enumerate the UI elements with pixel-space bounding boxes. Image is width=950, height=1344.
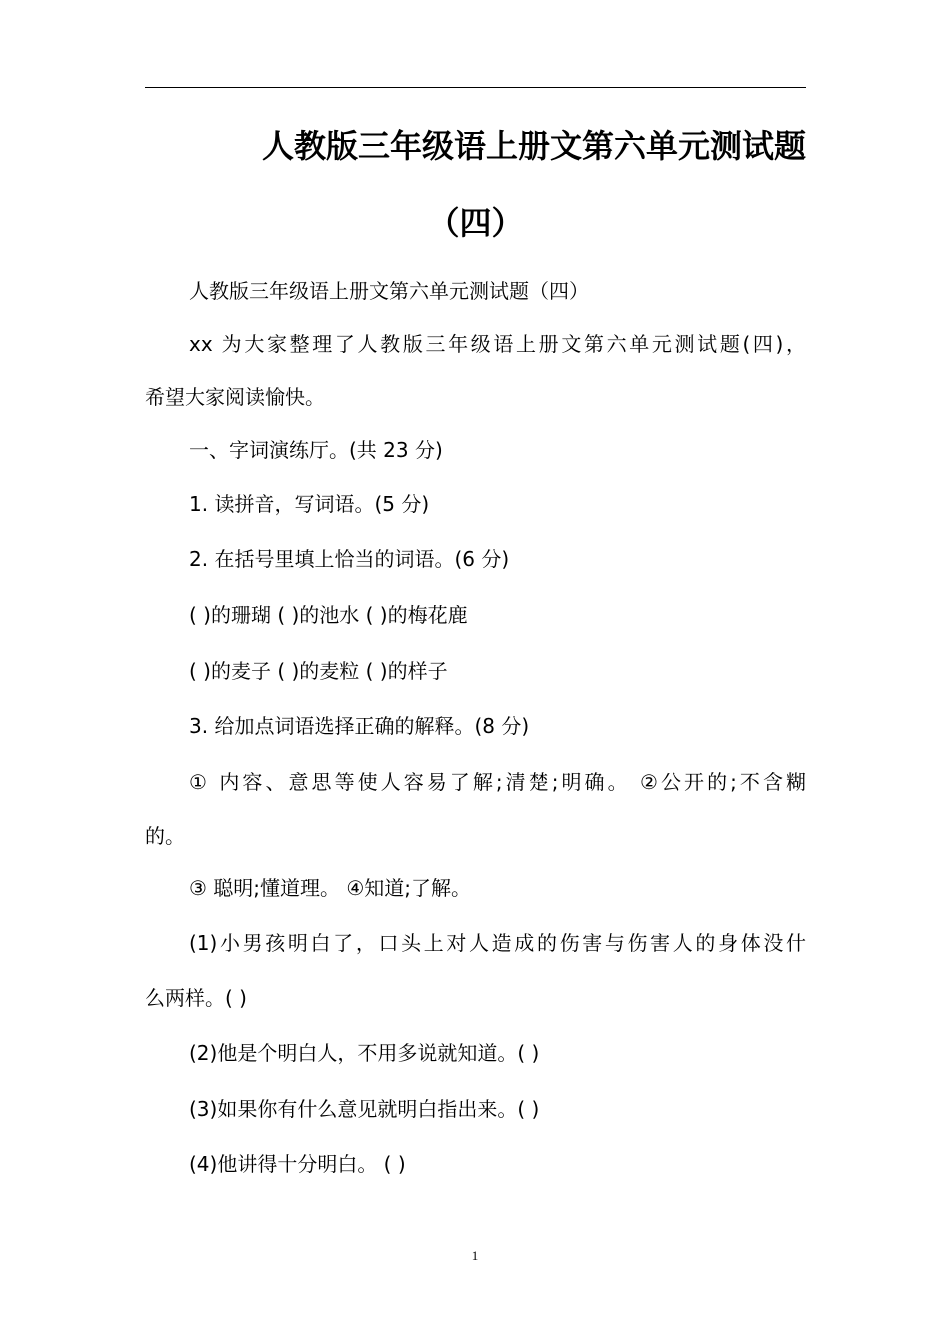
intro-heading: 人教版三年级语上册文第六单元测试题（四）	[189, 279, 589, 303]
sentence-2: (2)他是个明白人，不用多说就知道。( )	[189, 1041, 540, 1065]
sentence-1: (1)小男孩明白了，口头上对人造成的伤害与伤害人的身体没什	[189, 931, 806, 955]
intro-text: xx 为大家整理了人教版三年级语上册文第六单元测试题(四)，	[189, 332, 806, 356]
definition-line-2: ③ 聪明;懂道理。 ④知道;了解。	[189, 876, 472, 900]
question-2: 2. 在括号里填上恰当的词语。(6 分)	[189, 547, 510, 571]
document-title: 人教版三年级语上册文第六单元测试题	[261, 127, 806, 165]
fill-blank-row-1: ( )的珊瑚 ( )的池水 ( )的梅花鹿	[189, 603, 468, 627]
question-3: 3. 给加点词语选择正确的解释。(8 分)	[189, 714, 530, 738]
sentence-3: (3)如果你有什么意见就明白指出来。( )	[189, 1097, 540, 1121]
section-heading: 一、字词演练厅。(共 23 分)	[189, 438, 443, 462]
definition-line-1: ① 内容、意思等使人容易了解;清楚;明确。 ②公开的;不含糊	[189, 770, 806, 794]
header-rule	[145, 87, 806, 88]
intro-text-continued: 希望大家阅读愉快。	[145, 385, 325, 409]
page-number: 1	[471, 1248, 479, 1263]
question-1: 1. 读拼音，写词语。(5 分)	[189, 492, 430, 516]
fill-blank-row-2: ( )的麦子 ( )的麦粒 ( )的样子	[189, 659, 448, 683]
sentence-1-continued: 么两样。( )	[145, 986, 247, 1010]
sentence-4: (4)他讲得十分明白。 ( )	[189, 1152, 406, 1176]
definition-line-1-continued: 的。	[145, 824, 185, 848]
document-title-suffix: （四）	[427, 204, 524, 242]
